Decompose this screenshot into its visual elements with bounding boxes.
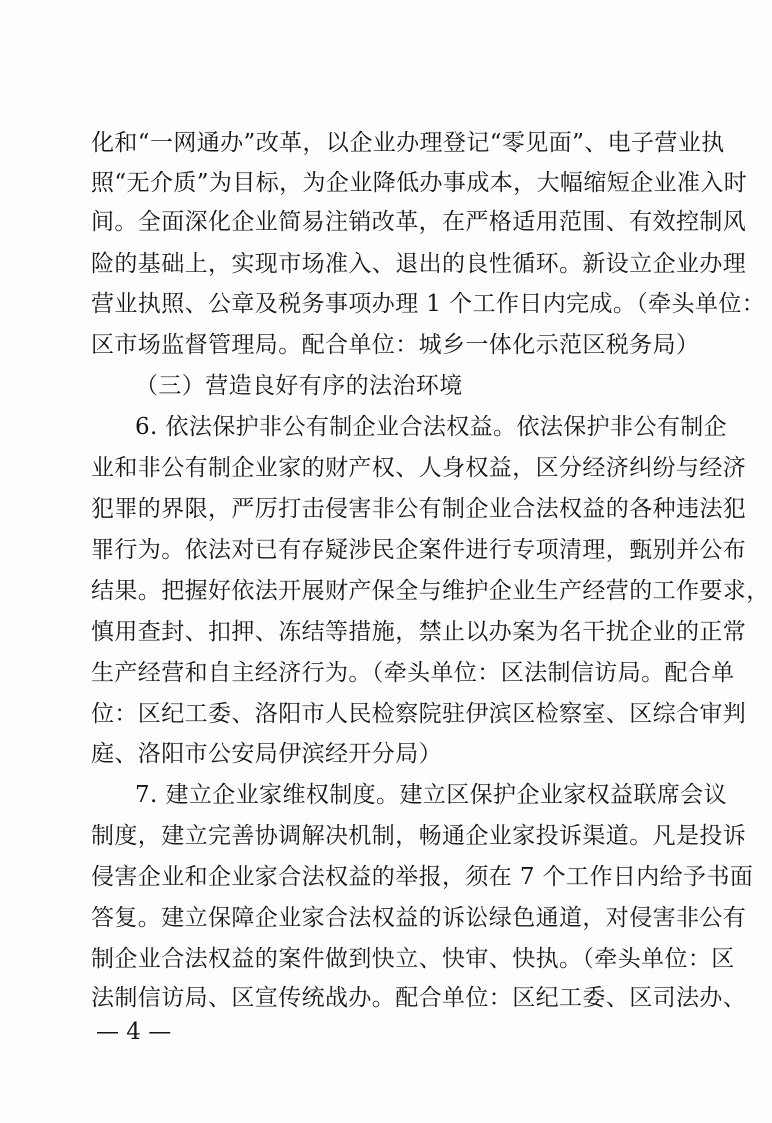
body-text-line: 结果。把握好依法开展财产保全与维护企业生产经营的工作要求， [91,578,770,604]
body-text-line: 险的基础上，实现市场准入、退出的良性循环。新设立企业办理 [91,251,747,277]
body-text-line: 区市场监督管理局。配合单位：城乡一体化示范区税务局） [91,332,700,358]
body-text-line: 庭、洛阳市公安局伊滨经开分局） [91,741,442,767]
body-text-line: 制度，建立完善协调解决机制，畅通企业家投诉渠道。凡是投诉 [91,823,747,849]
body-text-line: 位：区纪工委、洛阳市人民检察院驻伊滨区检察室、区综合审判 [91,701,747,727]
section-heading: （三）营造良好有序的法治环境 [135,373,463,399]
page-number: — 4 — [96,1019,172,1045]
body-text-line: 照“无介质”为目标，为企业降低办事成本，大幅缩短企业准入时 [91,170,748,196]
body-text-line: 慎用查封、扣押、冻结等措施，禁止以办案为名干扰企业的正常 [91,619,747,645]
body-text-line: 营业执照、公章及税务事项办理 1 个工作日内完成。（牵头单位： [91,291,766,317]
body-text-line: 罪行为。依法对已有存疑涉民企案件进行专项清理，甄别并公布 [91,537,747,563]
body-text-line: 制企业合法权益的案件做到快立、快审、快执。（牵头单位：区 [91,946,735,972]
body-text-line: 间。全面深化企业简易注销改革，在严格适用范围、有效控制风 [91,209,747,235]
body-text-line: 犯罪的界限，严厉打击侵害非公有制企业合法权益的各种违法犯 [91,496,747,522]
body-text-line: 法制信访局、区宣传统战办。配合单位：区纪工委、区司法办、 [91,985,747,1011]
body-text-line: 业和非公有制企业家的财产权、人身权益，区分经济纠纷与经济 [91,455,747,481]
body-text-line: 化和“一网通办”改革，以企业办理登记“零见面”、电子营业执 [91,130,725,156]
paragraph-first-line: 7. 建立企业家维权制度。建立区保护企业家权益联席会议 [135,782,728,808]
paragraph-first-line: 6. 依法保护非公有制企业合法权益。依法保护非公有制企 [135,414,728,440]
body-text-line: 侵害企业和企业家合法权益的举报，须在 7 个工作日内给予书面 [91,864,754,890]
body-text-line: 生产经营和自主经济行为。（牵头单位：区法制信访局。配合单 [91,660,735,686]
body-text-line: 答复。建立保障企业家合法权益的诉讼绿色通道，对侵害非公有 [91,905,747,931]
